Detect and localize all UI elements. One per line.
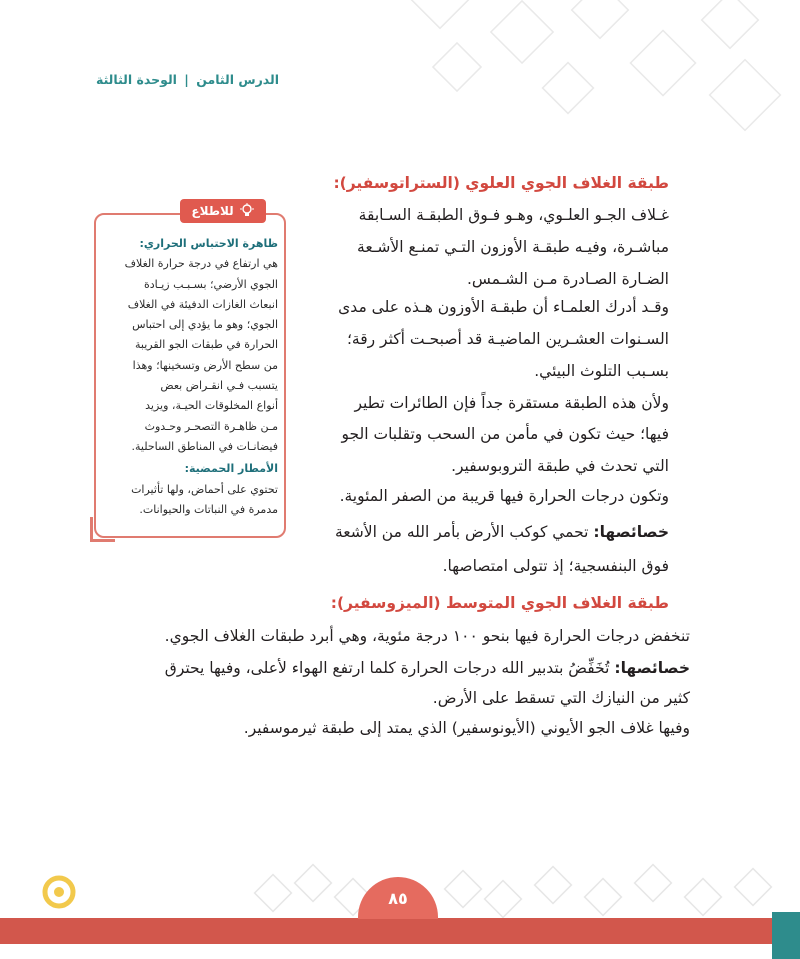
- body-line: السـنوات العشـرين الماضيـة قد أصبحـت أكثر رقة؛: [347, 330, 669, 348]
- features-text: تحمي كوكب الأرض بأمر الله من الأشعة: [334, 523, 594, 541]
- decorative-pattern-bottom: [240, 860, 800, 920]
- box-corner-decoration: [90, 517, 115, 542]
- body-line: الضـارة الصـادرة مـن الشـمس.: [466, 270, 669, 288]
- info-tab-label: للاطلاع: [191, 204, 234, 218]
- features-label: خصائصها:: [593, 523, 669, 541]
- body-line: فوق البنفسجية؛ إذ تتولى امتصاصها.: [442, 557, 669, 575]
- sidebar-line: الجوي؛ وهو ما يؤدي إلى احتباس: [132, 318, 278, 332]
- sidebar-line: مدمرة في النباتات والحيوانات.: [139, 502, 278, 516]
- footer-teal-block: [772, 912, 800, 959]
- bulb-icon: [239, 203, 255, 220]
- lesson-title: الدرس الثامن: [196, 72, 279, 87]
- sidebar-line: انبعاث الغازات الدفيئة في الغلاف: [127, 297, 278, 311]
- decorative-pattern-top: [380, 0, 800, 150]
- sidebar-heading-global-warming: ظاهرة الاحتباس الحراري:: [139, 237, 278, 250]
- footer-bar: [0, 918, 772, 944]
- sidebar-line: الجوي الأرضي؛ بسـبـب زيـادة: [144, 277, 278, 291]
- body-line: كثير من النيازك التي تسقط على الأرض.: [432, 689, 690, 707]
- mesosphere-heading: طبقة الغلاف الجوي المتوسط (الميزوسفير):: [330, 594, 669, 612]
- header-separator: |: [184, 72, 189, 87]
- sidebar-line: يتسبب فـي انقـراض بعض: [160, 379, 278, 393]
- body-line: ولأن هذه الطبقة مستقرة جداً فإن الطائرات تطير: [354, 394, 669, 412]
- sidebar-line: هي ارتفاع في درجة حرارة الغلاف: [124, 257, 278, 271]
- body-line: وقـد أدرك العلمـاء أن طبقـة الأوزون هـذه على مدى: [338, 298, 669, 316]
- body-line: مباشـرة، وفيـه طبقـة الأوزون التـي تمنـع الأشـعة: [357, 238, 669, 256]
- features-line: [335, 523, 669, 541]
- stratosphere-heading: طبقة الغلاف الجوي العلوي (الستراتوسفير):: [333, 174, 669, 192]
- body-line: غـلاف الجـو العلـوي، وهـو فـوق الطبقـة السـابقة: [358, 206, 669, 224]
- features-label: خصائصها:: [614, 659, 690, 677]
- page-number: ٨٥: [358, 877, 438, 919]
- unit-title: الوحدة الثالثة: [96, 72, 177, 87]
- body-line: التي تحدث في طبقة التروبوسفير.: [451, 457, 669, 475]
- body-line: وتكون درجات الحرارة فيها قريبة من الصفر المئوية.: [339, 487, 669, 505]
- features-text: تُخَفِّضُ بتدبير الله درجات الحرارة كلما ارتفع الهواء لأعلى، وفيها يحترق: [164, 659, 615, 677]
- publisher-logo: [38, 872, 80, 912]
- sidebar-line: من سطح الأرض وتسخينها؛ وهذا: [132, 358, 278, 372]
- sidebar-line: فيضانـات في المناطق الساحلية.: [131, 439, 278, 453]
- body-line: بسـبب التلوث البيئي.: [534, 362, 669, 380]
- sidebar-heading-acid-rain: الأمطار الحمضية:: [184, 462, 278, 476]
- body-line: وفيها غلاف الجو الأيوني (الأيونوسفير) الذي يمتد إلى طبقة ثيرموسفير.: [243, 719, 690, 737]
- sidebar-line: تحتوي على أحماض، ولها تأثيرات: [131, 482, 278, 496]
- sidebar-line: مـن ظاهـرة التصحـر وحـدوث: [144, 419, 278, 433]
- sidebar-content: [104, 234, 278, 520]
- body-line: تنخفض درجات الحرارة فيها بنحو ١٠٠ درجة مئوية، وهي أبرد طبقات الغلاف الجوي.: [164, 627, 690, 645]
- features-line-2: [165, 659, 690, 677]
- sidebar-line: أنواع المخلوقات الحيـة، ويزيد: [145, 399, 278, 413]
- body-line: فيها؛ حيث تكون في مأمن من السحب وتقلبات الجو: [341, 425, 669, 443]
- info-tab: [180, 199, 266, 223]
- sidebar-line: الحرارة في طبقات الجو القريبة: [135, 338, 278, 352]
- running-header: [96, 72, 279, 87]
